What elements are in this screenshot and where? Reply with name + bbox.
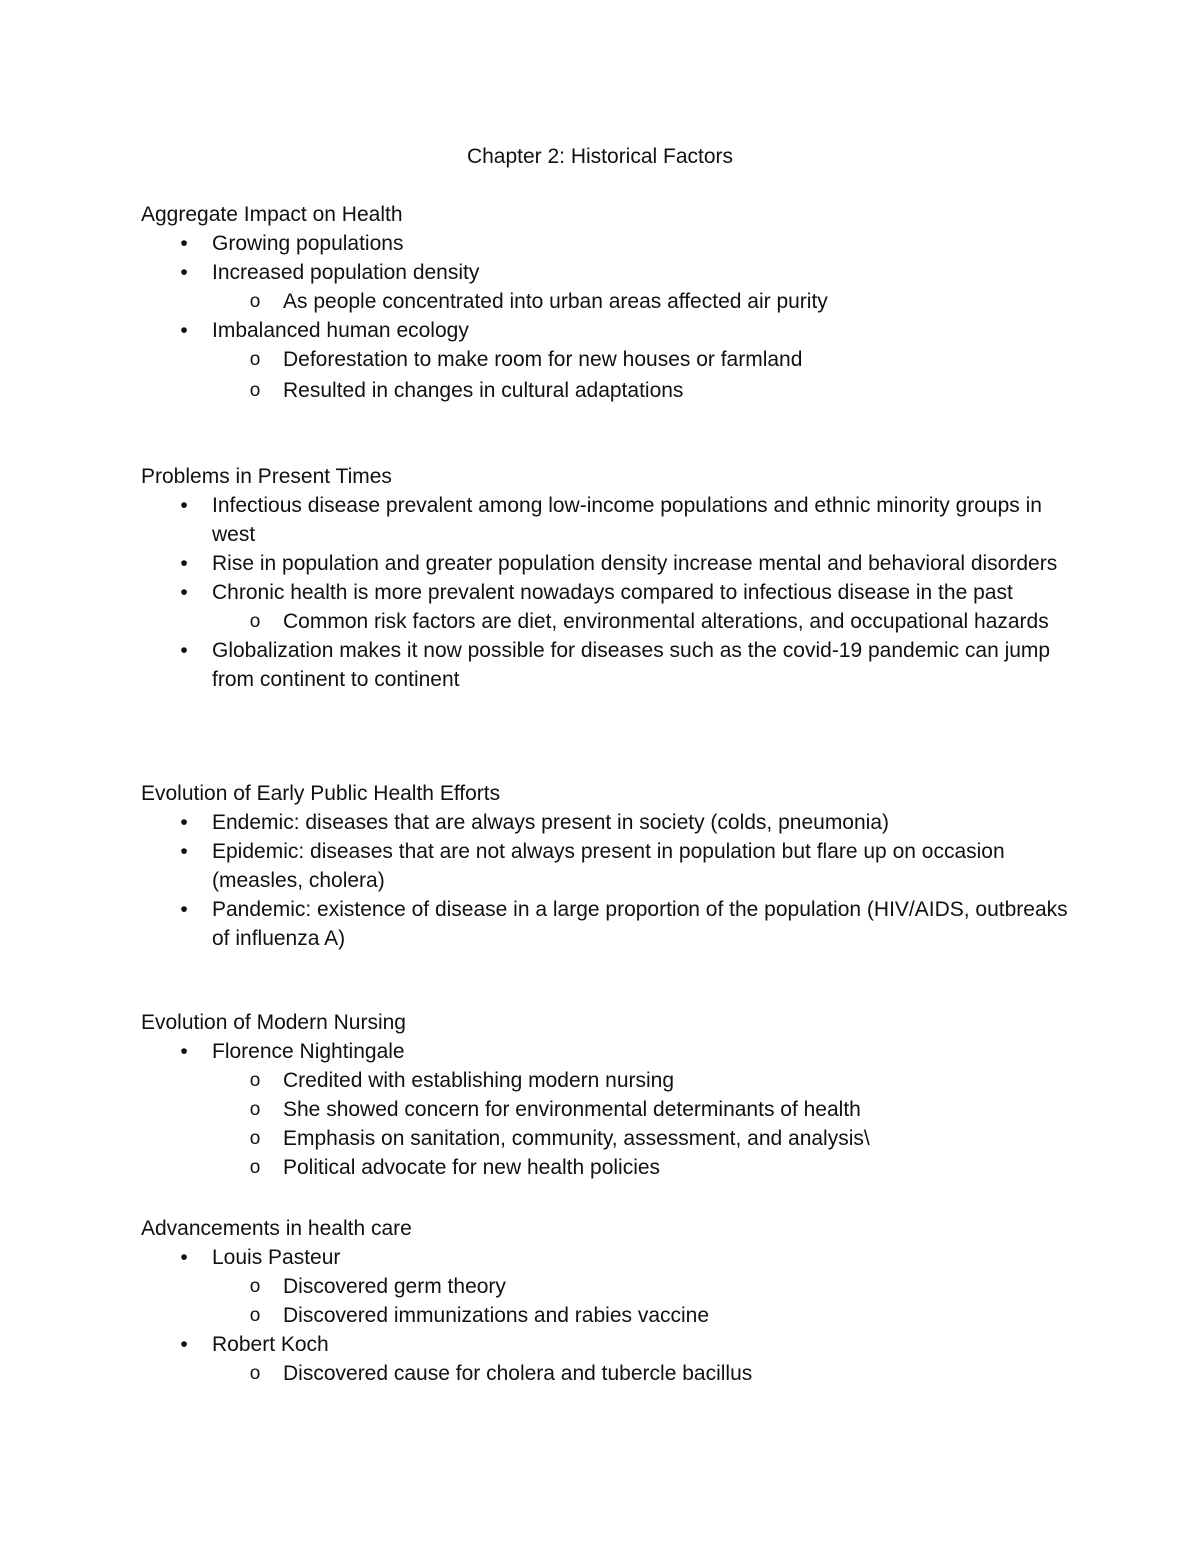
bullet-icon: •	[180, 1040, 188, 1063]
sub-item-text: Deforestation to make room for new houses or farmland	[283, 348, 803, 371]
sub-item-text: Political advocate for new health policies	[283, 1156, 661, 1179]
sub-bullet-icon: o	[249, 291, 261, 312]
bullet-icon: •	[180, 811, 188, 834]
list-item-text: Endemic: diseases that are always present in society (colds, pneumonia)	[212, 811, 890, 834]
sub-bullet-icon: o	[249, 1099, 261, 1120]
section-early-public-health	[141, 779, 1071, 953]
section-present-problems	[141, 462, 1071, 694]
bullet-icon: •	[180, 232, 188, 255]
section-modern-nursing	[141, 1008, 1071, 1182]
sub-bullet-icon: o	[249, 1128, 261, 1149]
list-item	[141, 1243, 1071, 1330]
sub-bullet-icon: o	[249, 1363, 261, 1384]
bullet-icon: •	[180, 1246, 188, 1269]
sub-list-item	[212, 376, 1071, 405]
list-item-text: Robert Koch	[212, 1333, 329, 1356]
bullet-icon: •	[180, 581, 188, 604]
sub-bullet-icon: o	[249, 611, 261, 632]
sub-item-text: Discovered immunizations and rabies vaccine	[283, 1304, 710, 1327]
bullet-icon: •	[180, 898, 188, 921]
bullet-icon: •	[180, 552, 188, 575]
bullet-icon: •	[180, 494, 188, 517]
sub-list-item	[212, 1095, 1071, 1124]
list-item-text: Pandemic: existence of disease in a large proportion of the population (HIV/AIDS, outbreaks of influenza A)	[212, 898, 1068, 950]
sub-list	[212, 1359, 1071, 1388]
sub-item-text: Discovered cause for cholera and tubercle bacillus	[283, 1362, 753, 1385]
list-item-text: Growing populations	[212, 232, 404, 255]
sub-list	[212, 345, 1071, 405]
page-title: Chapter 2: Historical Factors	[466, 145, 734, 168]
list-item	[141, 258, 1071, 316]
list-item	[141, 578, 1071, 636]
bullet-icon: •	[180, 840, 188, 863]
sub-list	[212, 287, 1071, 316]
sub-list	[212, 1066, 1071, 1182]
list-item-text: Imbalanced human ecology	[212, 319, 469, 342]
list-item-text: Increased population density	[212, 261, 480, 284]
section-heading: Aggregate Impact on Health	[141, 203, 403, 226]
sub-list-item	[212, 1153, 1071, 1182]
bullet-icon: •	[180, 261, 188, 284]
sub-bullet-icon: o	[249, 1305, 261, 1326]
sub-list-item	[212, 345, 1071, 374]
sub-bullet-icon: o	[249, 349, 261, 370]
bullet-icon: •	[180, 1333, 188, 1356]
sub-bullet-icon: o	[249, 1070, 261, 1091]
list-item	[141, 837, 1071, 895]
list-item	[141, 1037, 1071, 1182]
section-aggregate-impact	[141, 200, 1071, 405]
sub-list-item	[212, 1272, 1071, 1301]
bullet-list	[141, 808, 1071, 953]
list-item-text: Rise in population and greater population density increase mental and behavioral disorders	[212, 552, 1058, 575]
list-item-text: Globalization makes it now possible for diseases such as the covid-19 pandemic can jump from continent to continent	[212, 639, 1051, 691]
section-heading: Evolution of Early Public Health Efforts	[141, 782, 501, 805]
sub-item-text: As people concentrated into urban areas affected air purity	[283, 290, 828, 313]
sub-bullet-icon: o	[249, 380, 261, 401]
sub-bullet-icon: o	[249, 1157, 261, 1178]
list-item-text: Florence Nightingale	[212, 1040, 405, 1063]
bullet-list	[141, 1037, 1071, 1182]
list-item-text: Epidemic: diseases that are not always present in population but flare up on occasion (measles, cholera)	[212, 840, 1005, 892]
sub-list	[212, 1272, 1071, 1330]
list-item-text: Chronic health is more prevalent nowadays compared to infectious disease in the past	[212, 581, 1013, 604]
sub-item-text: Credited with establishing modern nursing	[283, 1069, 675, 1092]
list-item	[141, 549, 1071, 578]
section-heading: Advancements in health care	[141, 1217, 412, 1240]
section-health-care-advancements	[141, 1214, 1071, 1388]
bullet-list	[141, 229, 1071, 405]
bullet-icon: •	[180, 319, 188, 342]
list-item	[141, 895, 1071, 953]
list-item-text: Infectious disease prevalent among low-income populations and ethnic minority groups in west	[212, 494, 1042, 546]
list-item-text: Louis Pasteur	[212, 1246, 341, 1269]
list-item	[141, 636, 1071, 694]
section-heading: Evolution of Modern Nursing	[141, 1011, 406, 1034]
list-item	[141, 229, 1071, 258]
list-item	[141, 491, 1071, 549]
sub-list-item	[212, 1124, 1071, 1153]
sub-item-text: Common risk factors are diet, environmental alterations, and occupational hazards	[283, 610, 1049, 633]
sub-item-text: She showed concern for environmental determinants of health	[283, 1098, 861, 1121]
list-item	[141, 316, 1071, 405]
sub-item-text: Emphasis on sanitation, community, assessment, and analysis\	[283, 1127, 870, 1150]
bullet-list	[141, 1243, 1071, 1388]
sub-list-item	[212, 1359, 1071, 1388]
sub-bullet-icon: o	[249, 1276, 261, 1297]
list-item	[141, 808, 1071, 837]
sub-item-text: Discovered germ theory	[283, 1275, 506, 1298]
sub-list-item	[212, 607, 1071, 636]
bullet-list	[141, 491, 1071, 694]
sub-list-item	[212, 287, 1071, 316]
sub-list-item	[212, 1066, 1071, 1095]
sub-item-text: Resulted in changes in cultural adaptations	[283, 379, 684, 402]
bullet-icon: •	[180, 639, 188, 662]
sub-list-item	[212, 1301, 1071, 1330]
list-item	[141, 1330, 1071, 1388]
sub-list	[212, 607, 1071, 636]
section-heading: Problems in Present Times	[141, 465, 392, 488]
